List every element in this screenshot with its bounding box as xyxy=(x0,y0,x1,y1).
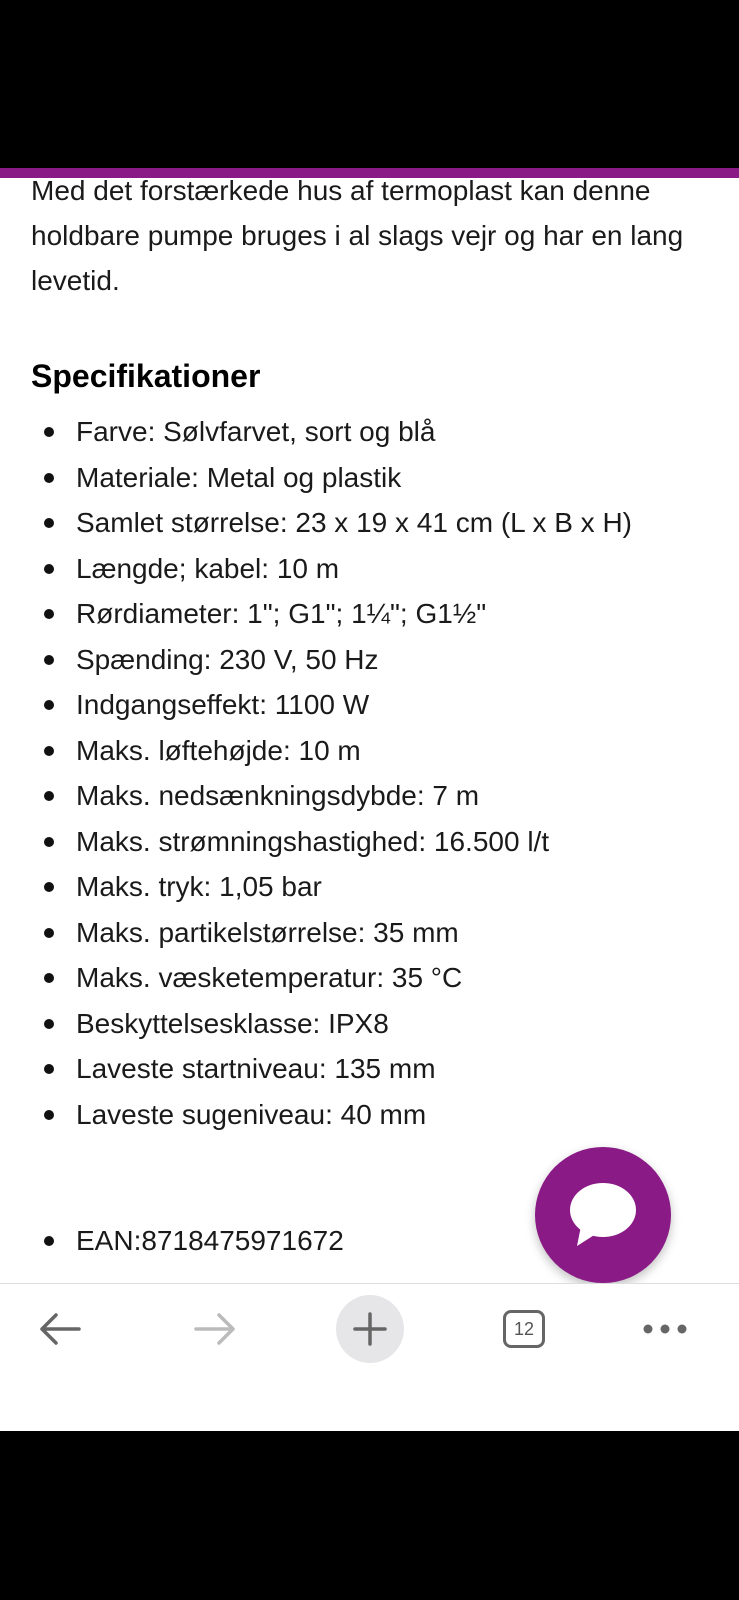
list-item: Maks. strømningshastighed: 16.500 l/t xyxy=(0,819,632,865)
list-item: Maks. nedsænkningsdybde: 7 m xyxy=(0,773,632,819)
browser-toolbar xyxy=(0,1283,739,1432)
specifications-list xyxy=(0,409,632,1137)
bullet-icon xyxy=(44,791,54,801)
product-description: Med det forstærkede hus af termoplast kan denne holdbare pumpe bruges i al slags vejr og har en lang levetid. xyxy=(31,178,684,296)
header-accent-bar xyxy=(0,168,739,178)
bullet-icon xyxy=(44,518,54,528)
forward-button[interactable] xyxy=(180,1294,250,1364)
back-arrow-icon xyxy=(37,1311,83,1347)
more-icon xyxy=(642,1323,688,1335)
list-item: Maks. løftehøjde: 10 m xyxy=(0,728,632,774)
list-item: Farve: Sølvfarvet, sort og blå xyxy=(0,409,632,455)
bullet-icon xyxy=(44,746,54,756)
list-item: Længde; kabel: 10 m xyxy=(0,546,632,592)
bullet-icon xyxy=(44,1019,54,1029)
list-item: Indgangseffekt: 1100 W xyxy=(0,682,632,728)
list-item: Maks. partikelstørrelse: 35 mm xyxy=(0,910,632,956)
tabs-button[interactable] xyxy=(489,1294,559,1364)
list-item: Beskyttelsesklasse: IPX8 xyxy=(0,1001,632,1047)
status-bar-area xyxy=(0,0,739,168)
bullet-icon xyxy=(44,837,54,847)
bullet-icon xyxy=(44,473,54,483)
bullet-icon xyxy=(44,882,54,892)
tabs-icon: 12 xyxy=(503,1310,545,1348)
bullet-icon xyxy=(44,700,54,710)
bullet-icon xyxy=(44,427,54,437)
bullet-icon xyxy=(44,1236,54,1246)
specifications-heading: Specifikationer xyxy=(31,358,261,394)
bullet-icon xyxy=(44,1110,54,1120)
plus-icon xyxy=(352,1311,388,1347)
list-item: Maks. tryk: 1,05 bar xyxy=(0,864,632,910)
list-item: Laveste sugeniveau: 40 mm xyxy=(0,1092,632,1138)
back-button[interactable] xyxy=(25,1294,95,1364)
ean-item: EAN:8718475971672 xyxy=(0,1218,344,1264)
bullet-icon xyxy=(44,928,54,938)
list-item: Materiale: Metal og plastik xyxy=(0,455,632,501)
bottom-letterbox xyxy=(0,1431,739,1600)
list-item: Spænding: 230 V, 50 Hz xyxy=(0,637,632,683)
bullet-icon xyxy=(44,609,54,619)
product-page[interactable] xyxy=(0,178,739,1431)
forward-arrow-icon xyxy=(192,1311,238,1347)
new-tab-button[interactable] xyxy=(335,1294,405,1364)
new-tab-circle xyxy=(336,1295,404,1363)
list-item: Maks. væsketemperatur: 35 °C xyxy=(0,955,632,1001)
list-item: Rørdiameter: 1"; G1"; 1¼"; G1½" xyxy=(0,591,632,637)
more-button[interactable] xyxy=(630,1294,700,1364)
bullet-icon xyxy=(44,973,54,983)
list-item: Samlet størrelse: 23 x 19 x 41 cm (L x B x H) xyxy=(0,500,632,546)
bullet-icon xyxy=(44,564,54,574)
bullet-icon xyxy=(44,655,54,665)
chat-bubble-icon xyxy=(567,1180,639,1250)
chat-button[interactable] xyxy=(535,1147,671,1283)
list-item: Laveste startniveau: 135 mm xyxy=(0,1046,632,1092)
bullet-icon xyxy=(44,1064,54,1074)
